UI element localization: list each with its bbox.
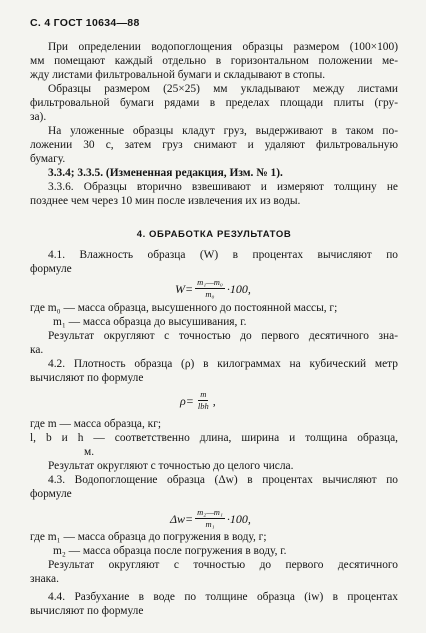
text-line: м. [84,446,95,458]
text-line: вычисляют по формуле [30,605,144,617]
text-line: Результат округляют с точностью до первого десятичного [48,559,398,571]
text-line: 4.3. Водопоглощение образца (Δw) в процентах вычисляют по [48,474,398,486]
text-line: Результат округляют с точностью до первого десятичного зна- [48,330,398,342]
formula-lhs: Δw= [170,511,194,526]
text-line: жду листами фильтровальной бумаги и складывают в стопы. [30,69,326,81]
text-line: позднее чем через 10 мин после извлечения их из воды. [30,195,301,207]
text-line: 4.4. Разбухание в воде по толщине образца (iw) в процентах [48,591,398,603]
formula-fraction [196,390,211,411]
text-line: Образцы размером (25×25) мм укладывают между листами [48,83,398,95]
text-line: знака. [30,573,59,585]
text-line: 3.3.6. Образцы вторично взвешивают и измеряют толщину не [48,181,398,193]
formula-water-absorption [170,508,251,529]
text-line: ка. [30,344,44,356]
formula-numerator: m [200,389,207,399]
formula-fraction [195,278,225,299]
formula-fraction [195,508,225,529]
section-title: 4. ОБРАБОТКА РЕЗУЛЬТАТОВ [136,229,292,240]
text-line: 3.3.4; 3.3.5. (Измененная редакция, Изм. № 1). [48,167,283,179]
text-line: На уложенные образцы кладут груз, выдерживают в таком по- [48,125,398,137]
text-line: m₂ — масса образца после погружения в воду, г. [53,545,287,557]
formula-density [180,390,216,411]
text-line: m₁ — масса образца до высушивания, г. [53,316,247,328]
formula-denominator: lbh [197,401,209,411]
text-line: фильтровальной бумаги рядами в пределах площади плиты (гру- [30,97,398,109]
formula-moisture [175,278,251,299]
text-line: за). [30,111,47,123]
formula-rhs: ·100, [226,281,251,296]
formula-rhs: , [212,393,216,408]
formula-lhs: W= [175,281,194,296]
text-line: где m₁ — масса образца до погружения в воду, г; [30,531,267,543]
text-line: мм помещают каждый отдельно в горизонтальном положении ме- [30,55,398,67]
text-line: 4.2. Плотность образца (ρ) в килограммах на кубический метр [48,358,398,370]
text-line: 4.1. Влажность образца (W) в процентах вычисляют по [48,249,398,261]
formula-denominator: m₀ [205,289,215,299]
text-line: вычисляют по формуле [30,372,144,384]
text-line: ложении 30 с, затем груз снимают и удаляют фильтровальную [30,139,398,151]
page-header: С. 4 ГОСТ 10634—88 [30,17,140,29]
formula-numerator: m₂—m₁ [197,507,223,517]
text-line: формуле [30,488,72,500]
formula-lhs: ρ= [180,393,194,408]
formula-numerator: m₁—m₀ [197,277,223,287]
text-line: бумагу. [30,153,66,165]
text-line: где m₀ — масса образца, высушенного до постоянной массы, г; [30,302,338,314]
text-line: где m — масса образца, кг; [30,418,162,430]
text-line: При определении водопоглощения образцы размером (100×100) [48,41,398,53]
text-line: формуле [30,263,72,275]
formula-denominator: m₁ [205,519,215,529]
formula-rhs: ·100, [226,511,251,526]
text-line: Результат округляют с точностью до целого числа. [48,460,294,472]
text-line: l, b и h — соответственно длина, ширина и толщина образца, [30,432,398,444]
